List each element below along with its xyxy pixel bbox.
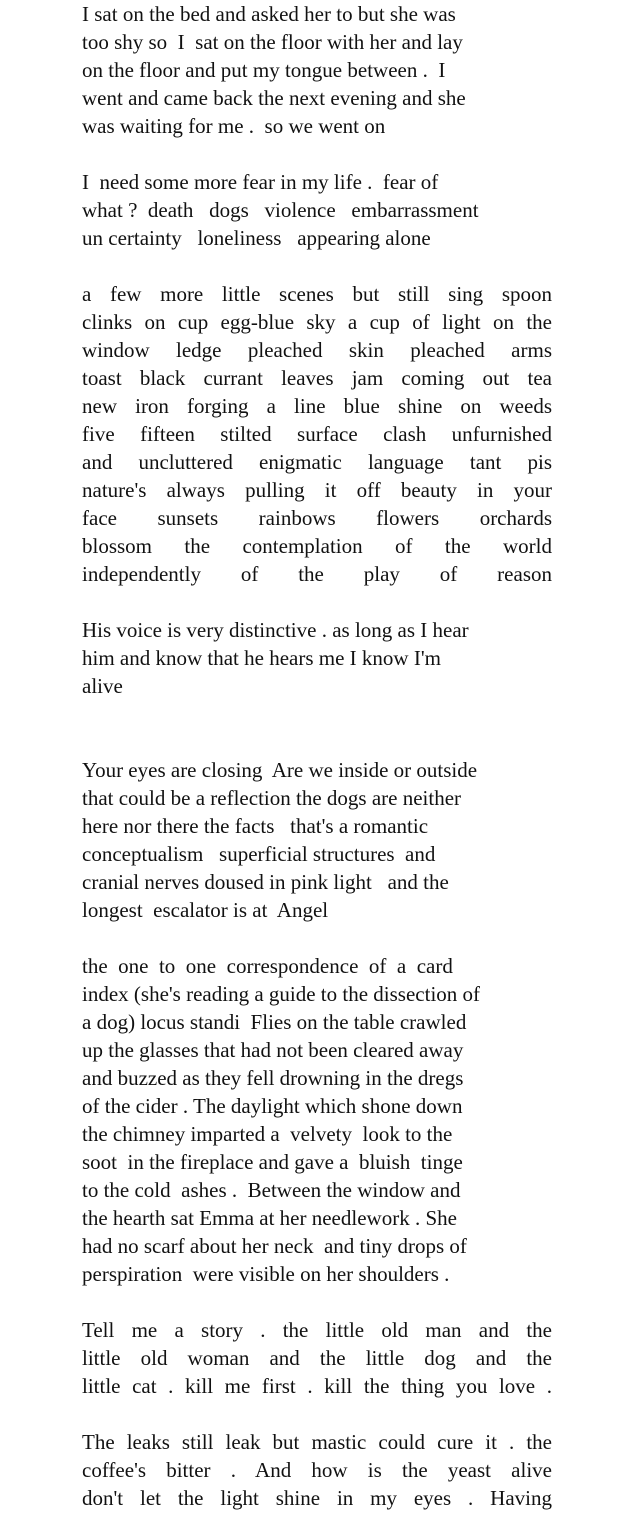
text-line: what ? death dogs violence embarrassment — [82, 198, 479, 222]
text-line: that could be a reflection the dogs are neither — [82, 786, 462, 810]
text-line: to the cold ashes . Between the window and — [82, 1178, 461, 1202]
text-line: here nor there the facts that's a romantic — [82, 814, 429, 838]
text-line: perspiration were visible on her shoulders . — [82, 1262, 450, 1286]
text-line: of the cider . The daylight which shone down — [82, 1094, 463, 1118]
paragraph — [82, 616, 552, 700]
text-line: I need some more fear in my life . fear of — [82, 170, 439, 194]
text-line: index (she's reading a guide to the dissection of — [82, 982, 481, 1006]
text-line: Tell me a story . the little old man and the — [82, 1318, 552, 1342]
text-line: five fifteen stilted surface clash unfurnished — [82, 422, 552, 446]
paragraph-gap — [82, 140, 552, 168]
text-line: The leaks still leak but mastic could cure it . the — [82, 1430, 552, 1454]
text-line: a few more little scenes but still sing spoon — [82, 282, 552, 306]
text-line: window ledge pleached skin pleached arms — [82, 338, 552, 362]
paragraph — [82, 0, 552, 140]
text-line: the hearth sat Emma at her needlework . She — [82, 1206, 457, 1230]
text-line: toast black currant leaves jam coming out tea — [82, 366, 552, 390]
text-line: the one to one correspondence of a card — [82, 954, 453, 978]
text-line: little old woman and the little dog and the — [82, 1346, 552, 1370]
text-line: went and came back the next evening and she — [82, 86, 466, 110]
text-line: little cat . kill me first . kill the thing you love . — [82, 1374, 552, 1398]
text-line: on the floor and put my tongue between . I — [82, 58, 446, 82]
paragraph-gap — [82, 1400, 552, 1428]
text-line: and uncluttered enigmatic language tant pis — [82, 450, 552, 474]
paragraph — [82, 952, 552, 1288]
document-page — [82, 0, 552, 1512]
text-line: had no scarf about her neck and tiny drops of — [82, 1234, 467, 1258]
text-line: independently of the play of reason — [82, 562, 552, 586]
text-line: a dog) locus standi Flies on the table crawled — [82, 1010, 467, 1034]
text-line: His voice is very distinctive . as long as I hear — [82, 618, 469, 642]
text-line: and buzzed as they fell drowning in the dregs — [82, 1066, 464, 1090]
text-line: new iron forging a line blue shine on weeds — [82, 394, 552, 418]
text-line: alive — [82, 674, 123, 698]
text-line: face sunsets rainbows flowers orchards — [82, 506, 552, 530]
text-line: him and know that he hears me I know I'm — [82, 646, 441, 670]
text-line: up the glasses that had not been cleared away — [82, 1038, 464, 1062]
paragraph — [82, 1428, 552, 1512]
text-line: don't let the light shine in my eyes . Having — [82, 1486, 552, 1510]
text-line: nature's always pulling it off beauty in your — [82, 478, 552, 502]
paragraph-gap — [82, 700, 552, 756]
paragraph — [82, 168, 552, 252]
paragraph — [82, 756, 552, 924]
paragraph — [82, 1316, 552, 1400]
text-line: Your eyes are closing Are we inside or outside — [82, 758, 478, 782]
paragraph-gap — [82, 924, 552, 952]
paragraph-gap — [82, 588, 552, 616]
text-line: the chimney imparted a velvety look to the — [82, 1122, 453, 1146]
paragraph-gap — [82, 252, 552, 280]
text-line: I sat on the bed and asked her to but she was — [82, 2, 456, 26]
text-line: longest escalator is at Angel — [82, 898, 329, 922]
paragraph — [82, 280, 552, 588]
text-line: coffee's bitter . And how is the yeast alive — [82, 1458, 552, 1482]
text-line: too shy so I sat on the floor with her and lay — [82, 30, 463, 54]
text-line: soot in the fireplace and gave a bluish tinge — [82, 1150, 463, 1174]
text-line: clinks on cup egg-blue sky a cup of light on the — [82, 310, 552, 334]
text-line: cranial nerves doused in pink light and the — [82, 870, 449, 894]
text-line: un certainty loneliness appearing alone — [82, 226, 431, 250]
text-line: blossom the contemplation of the world — [82, 534, 552, 558]
text-line: conceptualism superficial structures and — [82, 842, 436, 866]
text-line: was waiting for me . so we went on — [82, 114, 386, 138]
paragraph-gap — [82, 1288, 552, 1316]
